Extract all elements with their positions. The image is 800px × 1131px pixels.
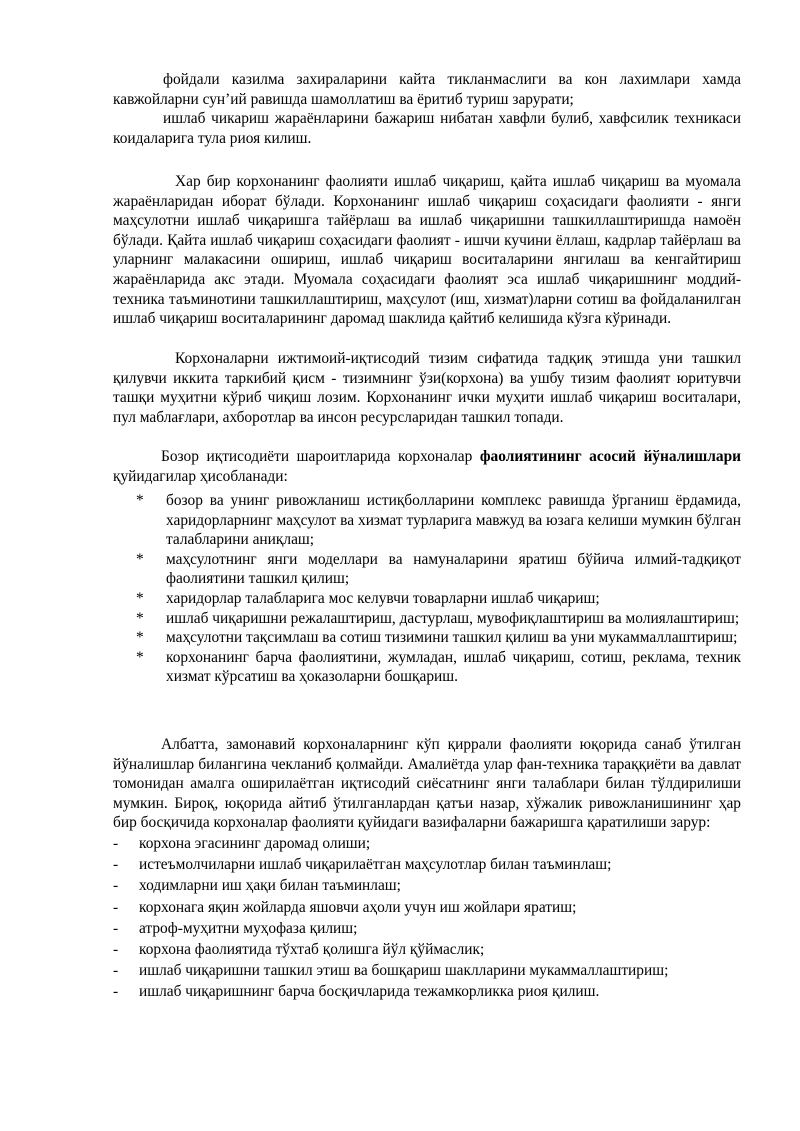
paragraph-3-text	[113, 447, 741, 486]
star-list-item	[136, 628, 741, 648]
paragraph-3-pre: Бозор иқтисодиёти шароитларида корхоналар	[161, 448, 480, 465]
dash-list-item-text: истеъмолчиларни ишлаб чиқарилаётган маҳсулотлар билан таъминлаш;	[139, 856, 612, 874]
star-list-item	[136, 648, 741, 687]
star-list-item-marker: *	[136, 550, 144, 568]
dash-list-item	[113, 897, 753, 918]
dash-list-item	[113, 939, 753, 960]
intro-block	[113, 70, 741, 148]
dash-list-item	[113, 875, 753, 896]
paragraph-1-text: Хар бир корхонанинг фаолияти ишлаб чиқариш, қайта ишлаб чиқариш ва муомала жараёнларидан иборат бўлади. Корхонанинг ишлаб чиқариш соҳасидаги фаолияти - янги маҳсулотни ишлаб чиқаришга тайёрлаш ва ишлаб чиқаришни ташкиллаштиришда намоён бўлади. Қайта ишлаб чиқариш соҳасидаги фаолият - ишчи кучини ёллаш, кадрлар тайёрлаш ва уларнинг малакасини ошириш, ишлаб чиқариш воситаларини янгилаш ва кенгайтириш жараёнларида акс этади. Муомала соҳасидаги фаолият эса ишлаб чиқаришнинг моддий-техника таъминотини ташкиллаштириш, маҳсулот (иш, хизмат)ларни сотиш ва фойдаланилган ишлаб чиқариш воситаларининг даромад шаклида қайтиб келишида кўзга кўринади.	[113, 173, 741, 328]
paragraph-4	[113, 735, 741, 833]
star-list-item-marker: *	[136, 589, 144, 607]
paragraph-1	[113, 172, 741, 329]
dash-list-item-text: корхона фаолиятида тўхтаб қолишга йўл қўймаслик;	[139, 941, 485, 959]
dash-list	[113, 833, 753, 1003]
dash-list-item-marker: -	[113, 962, 119, 980]
star-list-item	[136, 550, 741, 589]
star-list	[136, 491, 741, 687]
star-list-item-text: харидорлар талабларига мос келувчи товарларни ишлаб чиқариш;	[166, 589, 600, 607]
star-list-item-marker: *	[136, 609, 144, 627]
paragraph-2	[113, 349, 741, 427]
paragraph-3-bold: фаолиятининг асосий йўналишлари	[479, 448, 742, 465]
star-list-item-marker: *	[136, 648, 144, 666]
star-list-item-text: корхонанинг барча фаолиятини, жумладан, ишлаб чиқариш, сотиш, реклама, техник хизмат кўрсатиш ва ҳоказоларни бошқариш.	[166, 648, 741, 686]
dash-list-item-text: ходимларни иш ҳақи билан таъминлаш;	[139, 877, 401, 895]
dash-list-item-text: ишлаб чиқаришнинг барча босқичларида тежамкорликка риоя қилиш.	[139, 983, 600, 1001]
dash-list-item-marker: -	[113, 898, 119, 916]
paragraph-3-post: қуйидагилар ҳисобланади:	[113, 467, 288, 485]
star-list-item-marker: *	[136, 629, 144, 647]
star-list-item-marker: *	[136, 492, 144, 509]
star-list-item-text: ишлаб чиқаришни режалаштириш, дастурлаш, мувофиқлаштириш ва молиялаштириш;	[166, 609, 740, 627]
star-list-item-text: маҳсулотнинг янги моделлари ва намуналарини яратиш бўйича илмий-тадқиқот фаолиятини ташкил қилиш;	[166, 550, 741, 588]
dash-list-item-marker: -	[113, 835, 119, 852]
intro-line-2: ишлаб чикариш жараёнларини бажариш нибатан хавфли булиб, хавфсилик техникаси коидаларига тула риоя килиш.	[113, 110, 741, 147]
star-list-item	[136, 609, 741, 629]
star-list-item-text: бозор ва унинг ривожланиш истиқболларини комплекс равишда ўрганиш ёрдамида, харидорларнинг маҳсулот ва хизмат турларига мавжуд ва юзага келиши мумкин бўлган талабларини аниқлаш;	[166, 492, 741, 549]
intro-line-1: фойдали казилма захираларини кайта тикланмаслиги ва кон лахимлари хамда кавжойларни сун’ий равишда шамоллатиш ва ёритиб туриш зарурати;	[113, 71, 741, 108]
dash-list-item-marker: -	[113, 983, 119, 1001]
dash-list-item-marker: -	[113, 877, 119, 895]
dash-list-item	[113, 918, 753, 939]
dash-list-item	[113, 854, 753, 875]
dash-list-item	[113, 833, 753, 854]
star-list-item	[136, 589, 741, 609]
dash-list-item-text: корхона эгасининг даромад олиши;	[139, 835, 371, 852]
dash-list-item-marker: -	[113, 941, 119, 959]
dash-list-item-text: корхонага яқин жойларда яшовчи аҳоли учун иш жойлари яратиш;	[139, 898, 577, 916]
paragraph-4-text: Албатта, замонавий корхоналарнинг кўп қиррали фаолияти юқорида санаб ўтилган йўналишлар билангина чекланиб қолмайди. Амалиётда улар фан-техника тараққиёти ва давлат томонидан амалга оширилаётган иқтисодий сиёсатнинг янги талаблари билан тўлдирилиши мумкин. Бироқ, юқорида айтиб ўтилганлардан қатъи назар, хўжалик ривожланишининг ҳар бир босқичида корхоналар фаолияти қуйидаги вазифаларни бажаришга қаратилиши зарур:	[113, 736, 741, 832]
dash-list-item-marker: -	[113, 856, 119, 874]
paragraph-2-text: Корхоналарни ижтимоий-иқтисодий тизим сифатида тадқиқ этишда уни ташкил қилувчи иккита таркибий қисм - тизимнинг ўзи(корхона) ва ушбу тизим фаолият юритувчи ташқи муҳитни кўриб чиқиш лозим. Корхонанинг ички муҳити ишлаб чиқариш воситалари, пул маблағлари, ахборотлар ва инсон ресурсларидан ташкил топади.	[113, 350, 741, 426]
star-list-item	[136, 491, 741, 550]
dash-list-item	[113, 960, 753, 981]
dash-list-item-text: ишлаб чиқаришни ташкил этиш ва бошқариш шаклларини мукаммаллаштириш;	[139, 962, 669, 980]
dash-list-item-text: атроф-муҳитни муҳофаза қилиш;	[139, 919, 358, 937]
dash-list-item-marker: -	[113, 919, 119, 937]
dash-list-item	[113, 981, 753, 1002]
paragraph-3	[113, 447, 741, 486]
star-list-item-text: маҳсулотни тақсимлаш ва сотиш тизимини ташкил қилиш ва уни мукаммаллаштириш;	[166, 629, 738, 647]
